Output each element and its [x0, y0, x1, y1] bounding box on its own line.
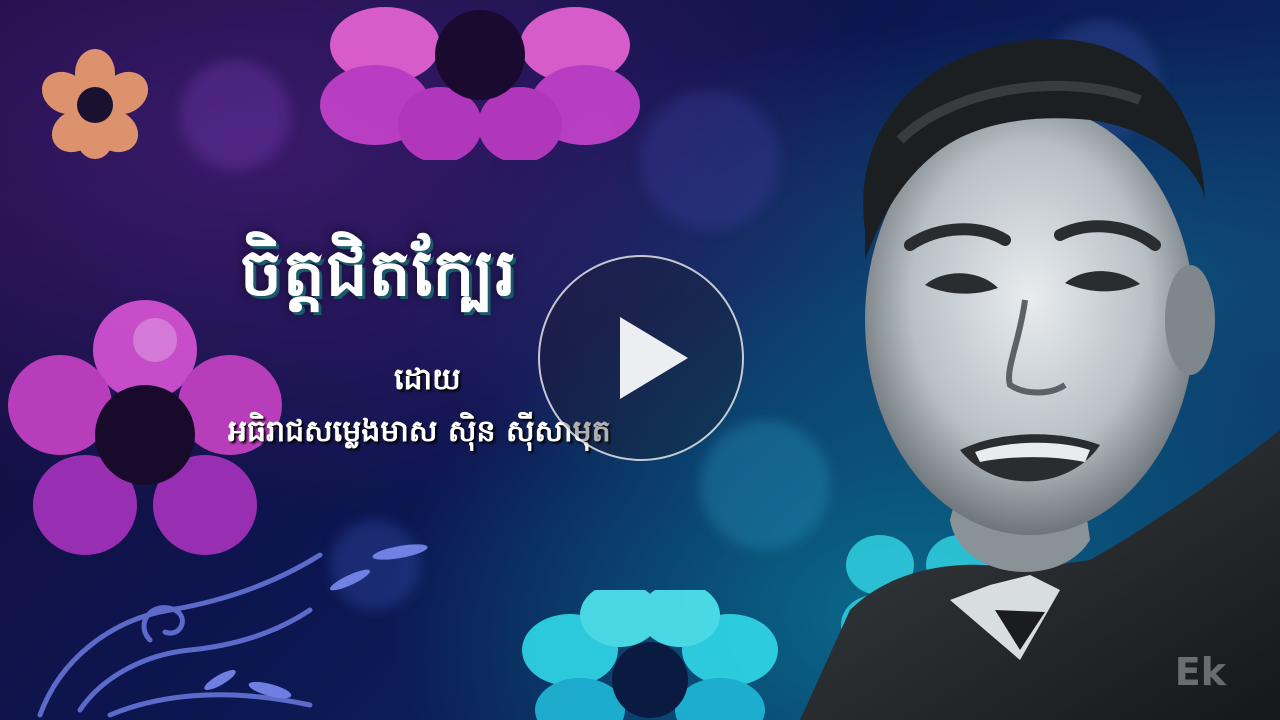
bokeh-light	[640, 90, 780, 230]
play-icon	[540, 257, 742, 459]
swirl-decoration	[20, 540, 440, 720]
artist-name: អធិរាជសម្លេងមាស ស៊ិន ស៊ីសាមុត	[228, 414, 611, 449]
bokeh-light	[180, 60, 290, 170]
song-title: ចិត្តជិតក្បែរ	[240, 234, 518, 311]
flower-decoration	[320, 0, 640, 160]
flower-decoration	[20, 45, 170, 165]
watermark-logo: Ek	[1174, 650, 1226, 694]
flower-decoration	[520, 590, 780, 720]
by-label: ដោយ	[394, 362, 461, 397]
singer-portrait	[760, 0, 1280, 720]
play-button[interactable]	[538, 255, 744, 461]
